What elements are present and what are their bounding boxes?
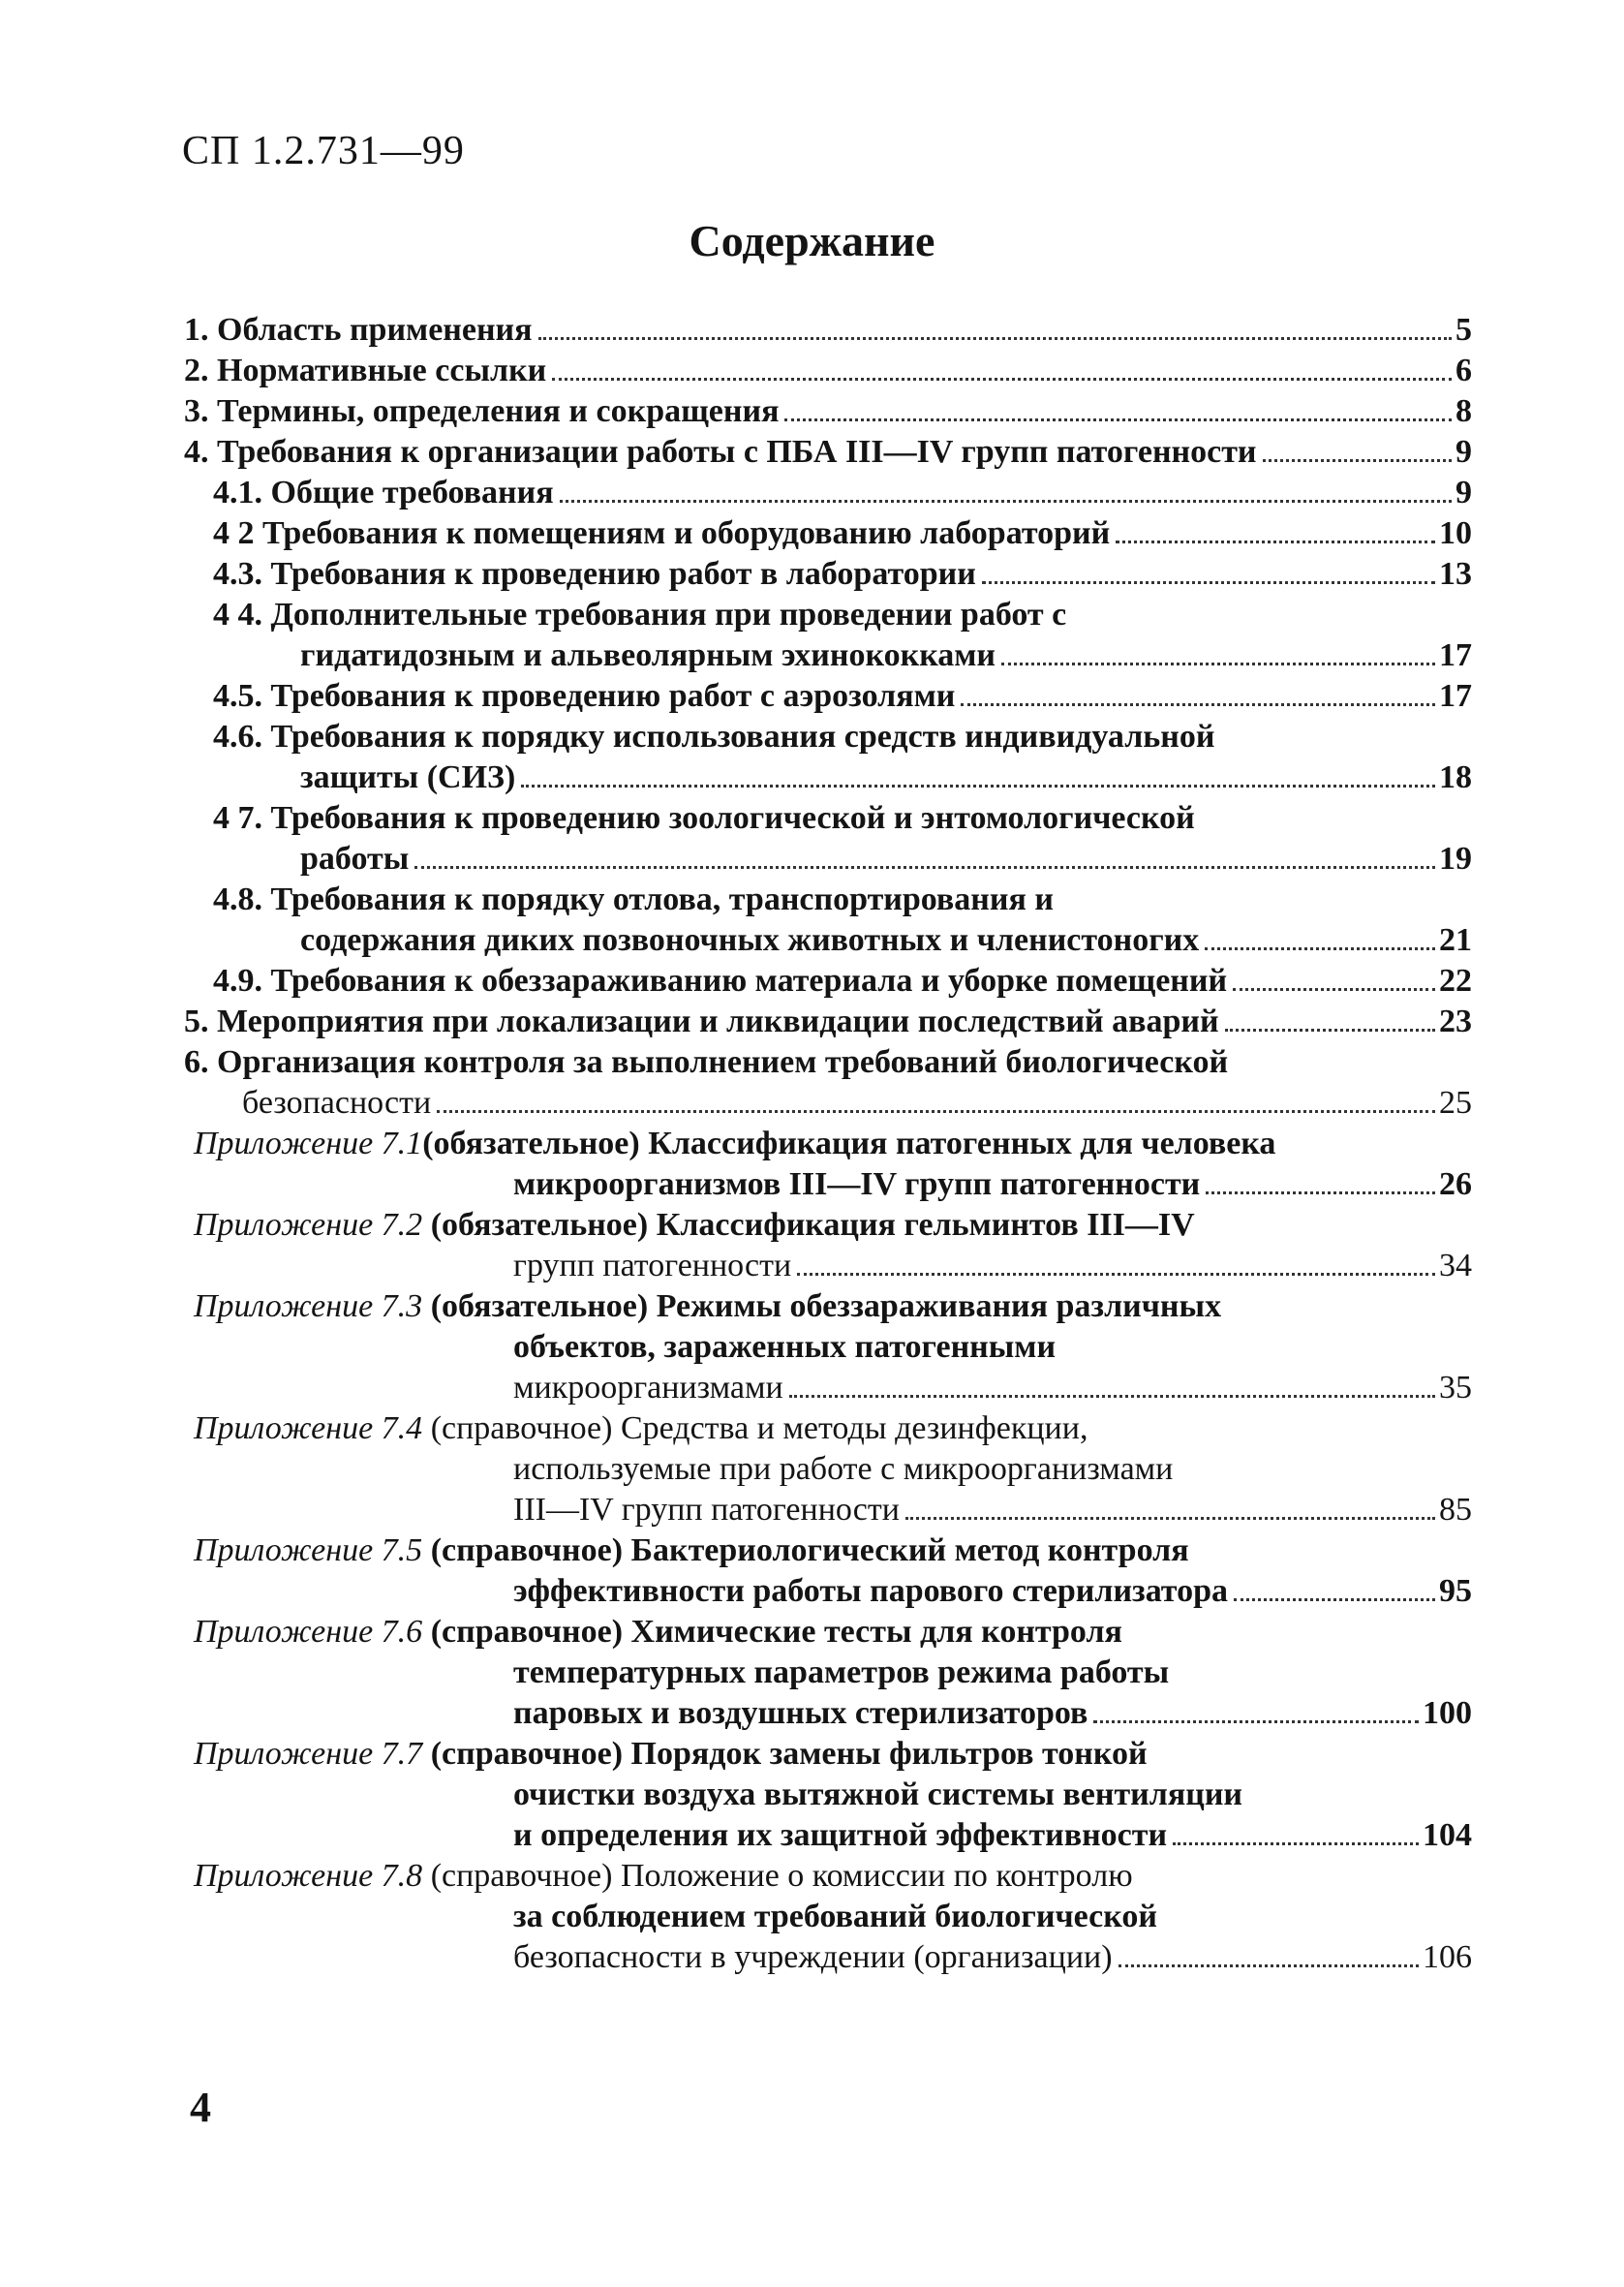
appendix-label: Приложение 7.4: [194, 1410, 423, 1446]
toc-page-number: 22: [1439, 963, 1472, 999]
toc-entry-text: [213, 597, 1066, 634]
toc-entry-text: [184, 1044, 1228, 1081]
toc-entry-title: объектов, зараженных патогенными: [513, 1329, 1057, 1365]
toc-entry-text: [242, 1085, 431, 1122]
toc-entry-title: 4.9. Требования к обеззараживанию материала и уборке помещений: [213, 963, 1228, 999]
toc-entry-title: за соблюдением требований биологической: [513, 1899, 1157, 1934]
toc-entry-title: 2. Нормативные ссылки: [184, 353, 547, 388]
toc-entry-title: гидатидозным и альвеолярным эхинококками: [300, 637, 996, 673]
toc-entry-title: 5. Мероприятия при локализации и ликвидации последствий аварий: [184, 1004, 1219, 1039]
toc-entry-text: [194, 1207, 1195, 1244]
toc-entry-title: очистки воздуха вытяжной системы вентиляции: [513, 1777, 1243, 1812]
toc-entry-text: [300, 637, 996, 674]
toc-page-number: 5: [1455, 312, 1472, 348]
toc-entry-text: [513, 1899, 1157, 1935]
dot-leader: [1116, 541, 1435, 543]
appendix-label: Приложение 7.3: [194, 1288, 423, 1324]
toc-title: Содержание: [689, 216, 935, 265]
toc-entry-text: [513, 1451, 1173, 1488]
appendix-label: Приложение 7.8: [194, 1858, 423, 1894]
toc-entry-text: [513, 1939, 1113, 1976]
toc-line: [184, 678, 1472, 719]
table-of-contents: [184, 312, 1472, 1980]
dot-leader: [560, 500, 1452, 503]
toc-entry-title: (обязательное) Режимы обеззараживания различных: [422, 1288, 1222, 1324]
toc-line: [184, 800, 1472, 841]
dot-leader: [982, 581, 1435, 584]
dot-leader: [789, 1395, 1435, 1398]
toc-entry-title: (обязательное) Классификация гельминтов III—IV: [422, 1207, 1195, 1243]
toc-line: [184, 1532, 1472, 1573]
toc-page-number: 23: [1439, 1004, 1472, 1039]
dot-leader: [538, 337, 1452, 340]
toc-line: [184, 1858, 1472, 1899]
toc-entry-title: 4.6. Требования к порядку использования средств индивидуальной: [213, 719, 1215, 755]
toc-entry-text: [213, 800, 1195, 837]
toc-entry-text: [184, 1004, 1219, 1040]
toc-line: [184, 759, 1472, 800]
document-code: СП 1.2.731—99: [182, 129, 465, 173]
dot-leader: [1206, 1191, 1435, 1194]
appendix-label: Приложение 7.7: [194, 1736, 423, 1772]
toc-entry-text: [213, 963, 1227, 1000]
toc-page-number: 10: [1439, 515, 1472, 551]
toc-entry-text: [194, 1614, 1122, 1651]
dot-leader: [1234, 1598, 1435, 1601]
toc-entry-text: [213, 515, 1110, 552]
toc-entry-text: [213, 678, 955, 715]
toc-entry-title: используемые при работе с микроорганизмами: [513, 1451, 1174, 1487]
dot-leader: [1263, 459, 1452, 462]
toc-entry-text: [213, 475, 554, 511]
toc-page-number: 104: [1423, 1817, 1472, 1853]
toc-entry-text: [513, 1777, 1242, 1813]
toc-entry-text: [194, 1532, 1189, 1569]
dot-leader: [784, 418, 1452, 421]
appendix-label: Приложение 7.1: [194, 1126, 423, 1161]
toc-entry-title: 4 2 Требования к помещениям и оборудованию лабораторий: [213, 515, 1111, 551]
toc-entry-title: и определения их защитной эффективности: [513, 1817, 1168, 1853]
toc-entry-title: (справочное) Порядок замены фильтров тонкой: [422, 1736, 1148, 1772]
toc-page-number: 21: [1439, 922, 1472, 958]
toc-entry-text: [194, 1736, 1148, 1773]
toc-line: [184, 1085, 1472, 1126]
toc-line: [184, 1248, 1472, 1288]
toc-entry-title: (справочное) Положение о комиссии по контролю: [422, 1858, 1133, 1894]
dot-leader: [437, 1110, 1435, 1113]
dot-leader: [1225, 1029, 1435, 1032]
dot-leader: [797, 1273, 1435, 1276]
toc-line: [184, 637, 1472, 678]
toc-entry-title: 1. Область применения: [184, 312, 533, 348]
toc-entry-text: [300, 759, 515, 796]
toc-page-number: 18: [1439, 759, 1472, 795]
toc-page-number: 85: [1439, 1492, 1472, 1528]
toc-line: [184, 1614, 1472, 1654]
toc-line: [184, 393, 1472, 434]
toc-page-number: 34: [1439, 1248, 1472, 1283]
dot-leader: [1118, 1964, 1419, 1967]
toc-line: [184, 1166, 1472, 1207]
page-number: 4: [190, 2084, 211, 2131]
toc-entry-title: безопасности в учреждении (организации): [513, 1939, 1113, 1975]
toc-line: [184, 1451, 1472, 1492]
toc-line: [184, 963, 1472, 1004]
toc-entry-text: [213, 556, 976, 593]
toc-page-number: 25: [1439, 1085, 1472, 1121]
toc-line: [184, 719, 1472, 759]
toc-page-number: 19: [1439, 841, 1472, 877]
toc-page-number: 95: [1439, 1573, 1472, 1609]
toc-entry-text: [194, 1410, 1088, 1447]
dot-leader: [961, 703, 1435, 706]
toc-entry-title: температурных параметров режима работы: [513, 1654, 1170, 1690]
toc-line: [184, 353, 1472, 393]
toc-entry-title: (справочное) Химические тесты для контроля: [422, 1614, 1122, 1650]
toc-entry-text: [213, 881, 1054, 918]
toc-line: [184, 1004, 1472, 1044]
toc-page-number: 13: [1439, 556, 1472, 592]
toc-line: [184, 515, 1472, 556]
toc-entry-text: [184, 353, 546, 389]
toc-entry-title: безопасности: [242, 1085, 432, 1121]
dot-leader: [905, 1517, 1435, 1520]
toc-entry-text: [513, 1492, 900, 1529]
toc-entry-title: защиты (СИЗ): [300, 759, 516, 795]
toc-entry-text: [513, 1654, 1169, 1691]
toc-entry-title: (справочное) Средства и методы дезинфекции,: [422, 1410, 1088, 1446]
toc-line: [184, 1329, 1472, 1370]
toc-line: [184, 1736, 1472, 1777]
toc-entry-title: 4.5. Требования к проведению работ с аэрозолями: [213, 678, 956, 714]
toc-entry-text: [300, 922, 1199, 959]
toc-entry-title: эффективности работы парового стерилизатора: [513, 1573, 1228, 1609]
appendix-label: Приложение 7.2: [194, 1207, 423, 1243]
toc-line: [184, 1288, 1472, 1329]
toc-entry-title: работы: [300, 841, 410, 877]
toc-entry-text: [513, 1573, 1228, 1610]
toc-page-number: 9: [1455, 434, 1472, 470]
toc-page-number: 26: [1439, 1166, 1472, 1202]
appendix-label: Приложение 7.5: [194, 1532, 423, 1568]
toc-line: [184, 1899, 1472, 1939]
toc-line: [184, 1410, 1472, 1451]
toc-entry-title: III—IV групп патогенности: [513, 1492, 900, 1528]
toc-page-number: 6: [1455, 353, 1472, 388]
toc-line: [184, 434, 1472, 475]
toc-line: [184, 881, 1472, 922]
dot-leader: [521, 785, 1435, 788]
toc-line: [184, 1492, 1472, 1532]
toc-entry-text: [184, 434, 1257, 471]
dot-leader: [552, 378, 1452, 381]
toc-line: [184, 1573, 1472, 1614]
toc-line: [184, 1126, 1472, 1166]
toc-entry-title: содержания диких позвоночных животных и членистоногих: [300, 922, 1200, 958]
toc-entry-text: [194, 1288, 1221, 1325]
toc-entry-title: (справочное) Бактериологический метод контроля: [422, 1532, 1189, 1568]
toc-page-number: 9: [1455, 475, 1472, 510]
toc-line: [184, 1939, 1472, 1980]
toc-line: [184, 1777, 1472, 1817]
toc-entry-text: [513, 1166, 1200, 1203]
toc-entry-title: групп патогенности: [513, 1248, 792, 1283]
toc-line: [184, 1654, 1472, 1695]
toc-entry-title: микроорганизмами: [513, 1370, 783, 1406]
toc-entry-title: 6. Организация контроля за выполнением требований биологической: [184, 1044, 1229, 1080]
toc-entry-title: 4. Требования к организации работы с ПБА III—IV групп патогенности: [184, 434, 1257, 470]
appendix-label: Приложение 7.6: [194, 1614, 423, 1650]
toc-page-number: 106: [1423, 1939, 1472, 1975]
toc-entry-title: 4.3. Требования к проведению работ в лаборатории: [213, 556, 976, 592]
dot-leader: [1001, 663, 1435, 665]
toc-entry-title: (обязательное) Классификация патогенных для человека: [422, 1126, 1276, 1161]
toc-line: [184, 556, 1472, 597]
toc-entry-text: [300, 841, 409, 878]
toc-entry-text: [184, 393, 779, 430]
toc-entry-text: [184, 312, 533, 349]
toc-entry-text: [194, 1858, 1133, 1895]
toc-entry-text: [513, 1329, 1056, 1366]
dot-leader: [1093, 1720, 1419, 1723]
toc-entry-text: [213, 719, 1214, 756]
toc-entry-title: 4.1. Общие требования: [213, 475, 554, 510]
dot-leader: [1205, 947, 1435, 950]
toc-entry-title: 3. Термины, определения и сокращения: [184, 393, 780, 429]
toc-entry-title: микроорганизмов III—IV групп патогенности: [513, 1166, 1201, 1202]
toc-line: [184, 922, 1472, 963]
toc-line: [184, 1370, 1472, 1410]
toc-entry-text: [513, 1248, 791, 1284]
toc-entry-title: 4.8. Требования к порядку отлова, транспортирования и: [213, 881, 1054, 917]
toc-entry-title: 4 7. Требования к проведению зоологической и энтомологической: [213, 800, 1195, 836]
toc-line: [184, 1207, 1472, 1248]
toc-line: [184, 475, 1472, 515]
toc-entry-title: 4 4. Дополнительные требования при проведении работ с: [213, 597, 1067, 633]
toc-page-number: 35: [1439, 1370, 1472, 1406]
dot-leader: [414, 866, 1435, 869]
toc-page-number: 100: [1423, 1695, 1472, 1731]
toc-line: [184, 597, 1472, 637]
dot-leader: [1233, 988, 1435, 991]
toc-entry-text: [513, 1817, 1167, 1854]
toc-line: [184, 841, 1472, 881]
toc-entry-text: [513, 1695, 1088, 1732]
toc-entry-text: [194, 1126, 1275, 1162]
toc-page-number: 17: [1439, 678, 1472, 714]
toc-entry-text: [513, 1370, 783, 1406]
toc-entry-title: паровых и воздушных стерилизаторов: [513, 1695, 1088, 1731]
toc-page-number: 8: [1455, 393, 1472, 429]
toc-line: [184, 1044, 1472, 1085]
toc-line: [184, 1817, 1472, 1858]
toc-page-number: 17: [1439, 637, 1472, 673]
dot-leader: [1173, 1842, 1419, 1845]
toc-line: [184, 1695, 1472, 1736]
toc-line: [184, 312, 1472, 353]
